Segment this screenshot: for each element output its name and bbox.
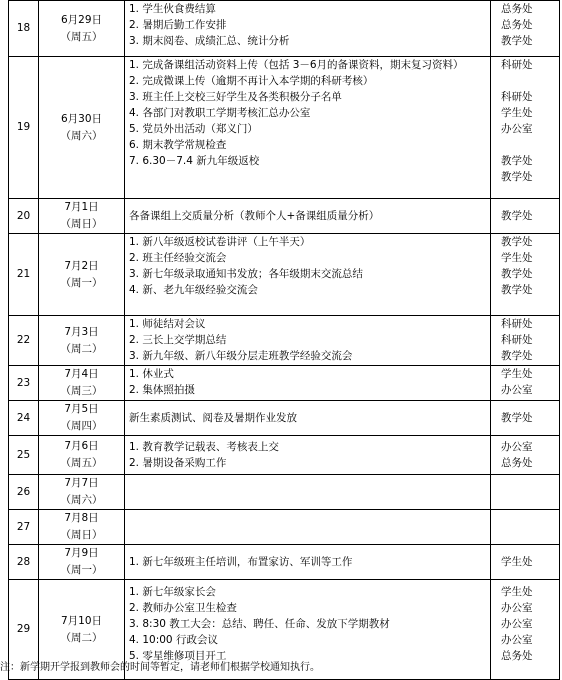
department-item: 办公室 <box>501 384 533 396</box>
department-cell <box>491 316 560 366</box>
date-cell <box>39 1 125 57</box>
task-item: 2. 三长上交学期总结 <box>129 334 227 346</box>
date-cell <box>39 475 125 510</box>
task-item: 各备课组上交质量分析（教师个人+备课组质量分析） <box>129 210 380 222</box>
department-cell <box>491 545 560 580</box>
date-label: 6月30日 <box>60 112 103 125</box>
table-row <box>9 199 560 234</box>
weekday-label: （周二） <box>60 342 103 355</box>
tasks-cell <box>125 436 491 475</box>
date-cell <box>39 234 125 316</box>
table-row <box>9 234 560 316</box>
weekday-label: （周五） <box>60 457 103 469</box>
task-item: 2. 暑期设备采购工作 <box>129 457 227 469</box>
task-item: 3. 新七年级录取通知书发放；各年级期末交流总结 <box>129 268 363 280</box>
department-cell <box>491 234 560 316</box>
table-row <box>9 475 560 510</box>
week-number-cell: 28 <box>9 545 39 580</box>
task-item: 3. 期末阅卷、成绩汇总、统计分析 <box>129 35 290 47</box>
tasks-cell <box>125 401 491 436</box>
date-cell <box>39 545 125 580</box>
tasks-cell <box>125 199 491 234</box>
date-label: 7月4日 <box>64 368 99 380</box>
department-cell <box>491 436 560 475</box>
task-item: 2. 暑期后勤工作安排 <box>129 19 227 31</box>
task-item: 5. 零星维修项目开工 <box>129 650 227 662</box>
task-item: 3. 班主任上交校三好学生及各类积极分子名单 <box>129 91 342 103</box>
department-cell <box>491 199 560 234</box>
date-label: 7月9日 <box>64 547 99 559</box>
weekday-label: （周六） <box>60 129 103 142</box>
date-cell <box>39 366 125 401</box>
tasks-cell <box>125 316 491 366</box>
schedule-body <box>9 1 560 680</box>
department-cell <box>491 475 560 510</box>
department-item: 办公室 <box>501 602 533 614</box>
week-number-cell: 22 <box>9 316 39 366</box>
week-number-cell: 19 <box>9 57 39 199</box>
department-item: 教学处 <box>501 155 533 167</box>
schedule-table <box>8 0 560 680</box>
department-item: 总务处 <box>501 19 533 31</box>
week-number-cell: 20 <box>9 199 39 234</box>
task-item: 1. 休业式 <box>129 368 174 380</box>
department-cell <box>491 510 560 545</box>
task-item: 新生素质测试、阅卷及暑期作业发放 <box>129 412 297 424</box>
department-item: 办公室 <box>501 441 533 453</box>
table-row <box>9 401 560 436</box>
department-item: 教学处 <box>501 268 533 280</box>
department-item: 办公室 <box>501 634 533 646</box>
date-cell <box>39 316 125 366</box>
task-item: 1. 完成备课组活动资料上传（包括 3－6月的备课资料，期末复习资料） <box>129 59 464 71</box>
department-item: 教学处 <box>501 171 533 183</box>
department-item: 科研处 <box>501 318 533 330</box>
week-number-cell: 26 <box>9 475 39 510</box>
date-label: 7月6日 <box>64 440 99 452</box>
date-cell <box>39 401 125 436</box>
tasks-cell <box>125 1 491 57</box>
task-item: 2. 完成微课上传（逾期不再计入本学期的科研考核） <box>129 75 374 87</box>
table-row <box>9 436 560 475</box>
department-item: 科研处 <box>501 334 533 346</box>
department-item: 学生处 <box>501 586 533 598</box>
department-item: 学生处 <box>501 107 533 119</box>
date-cell <box>39 57 125 199</box>
department-cell <box>491 366 560 401</box>
task-item: 4. 各部门对教职工学期考核汇总办公室 <box>129 107 311 119</box>
date-label: 7月1日 <box>64 201 99 213</box>
department-item: 办公室 <box>501 618 533 630</box>
date-label: 7月3日 <box>64 325 99 338</box>
weekday-label: （周五） <box>60 30 103 43</box>
department-cell <box>491 57 560 199</box>
department-item: 总务处 <box>501 3 533 15</box>
date-label: 7月10日 <box>60 614 103 627</box>
department-item: 科研处 <box>501 59 533 71</box>
week-number-cell: 21 <box>9 234 39 316</box>
task-item: 2. 教师办公室卫生检查 <box>129 602 237 614</box>
table-row <box>9 545 560 580</box>
department-item: 办公室 <box>501 123 533 135</box>
task-item: 3. 8:30 教工大会：总结、聘任、任命、发放下学期教材 <box>129 618 390 630</box>
department-item: 总务处 <box>501 650 533 662</box>
weekday-label: （周一） <box>60 276 103 289</box>
date-label: 7月7日 <box>64 477 99 489</box>
table-row <box>9 510 560 545</box>
task-item: 4. 10:00 行政会议 <box>129 634 218 646</box>
tasks-cell <box>125 545 491 580</box>
weekday-label: （周日） <box>60 529 103 541</box>
tasks-cell <box>125 510 491 545</box>
tasks-cell <box>125 57 491 199</box>
task-item: 1. 新七年级家长会 <box>129 586 216 598</box>
weekday-label: （周二） <box>60 631 103 644</box>
weekday-label: （周四） <box>60 420 103 432</box>
department-item: 教学处 <box>501 210 533 222</box>
department-cell <box>491 580 560 680</box>
week-number-cell: 18 <box>9 1 39 57</box>
department-item: 教学处 <box>501 350 533 362</box>
task-item: 2. 班主任经验交流会 <box>129 252 227 264</box>
date-cell <box>39 199 125 234</box>
date-cell <box>39 510 125 545</box>
week-number-cell: 23 <box>9 366 39 401</box>
department-item: 科研处 <box>501 91 533 103</box>
weekday-label: （周三） <box>60 385 103 397</box>
task-item: 1. 新八年级返校试卷讲评（上午半天） <box>129 236 311 248</box>
department-item <box>491 73 559 89</box>
task-item: 3. 新九年级、新八年级分层走班教学经验交流会 <box>129 350 353 362</box>
department-cell <box>491 401 560 436</box>
task-item: 7. 6.30－7.4 新九年级返校 <box>129 155 260 167</box>
table-row <box>9 57 560 199</box>
task-item: 1. 教育教学记载表、考核表上交 <box>129 441 279 453</box>
table-row <box>9 316 560 366</box>
department-item <box>491 137 559 153</box>
task-item: 4. 新、老九年级经验交流会 <box>129 284 258 296</box>
footnote: 注：新学期开学报到教师会的时间等暂定，请老师们根据学校通知执行。 <box>0 662 320 673</box>
department-item: 教学处 <box>501 412 533 424</box>
task-item: 1. 新七年级班主任培训，布置家访、军训等工作 <box>129 556 353 568</box>
date-label: 7月5日 <box>64 403 99 415</box>
task-item: 1. 学生伙食费结算 <box>129 3 216 15</box>
week-number-cell: 27 <box>9 510 39 545</box>
table-row <box>9 1 560 57</box>
weekday-label: （周日） <box>60 218 103 230</box>
task-item: 1. 师徒结对会议 <box>129 318 206 330</box>
department-item: 学生处 <box>501 368 533 380</box>
week-number-cell: 25 <box>9 436 39 475</box>
department-item: 学生处 <box>501 252 533 264</box>
tasks-cell <box>125 475 491 510</box>
tasks-cell <box>125 366 491 401</box>
date-label: 7月2日 <box>64 259 99 272</box>
tasks-cell <box>125 234 491 316</box>
weekday-label: （周六） <box>60 494 103 506</box>
weekday-label: （周一） <box>60 564 103 576</box>
department-item: 教学处 <box>501 284 533 296</box>
department-item: 学生处 <box>501 556 533 568</box>
date-label: 7月8日 <box>64 512 99 524</box>
date-label: 6月29日 <box>60 13 103 26</box>
task-item: 2. 集体照拍摄 <box>129 384 195 396</box>
task-item: 6. 期末教学常规检查 <box>129 139 227 151</box>
department-item: 总务处 <box>501 457 533 469</box>
table-row <box>9 366 560 401</box>
week-number-cell: 29 <box>9 580 39 680</box>
date-cell <box>39 436 125 475</box>
week-number-cell: 24 <box>9 401 39 436</box>
department-cell <box>491 1 560 57</box>
task-item: 5. 党员外出活动（郑义门） <box>129 123 258 135</box>
department-item: 教学处 <box>501 35 533 47</box>
department-item: 教学处 <box>501 236 533 248</box>
